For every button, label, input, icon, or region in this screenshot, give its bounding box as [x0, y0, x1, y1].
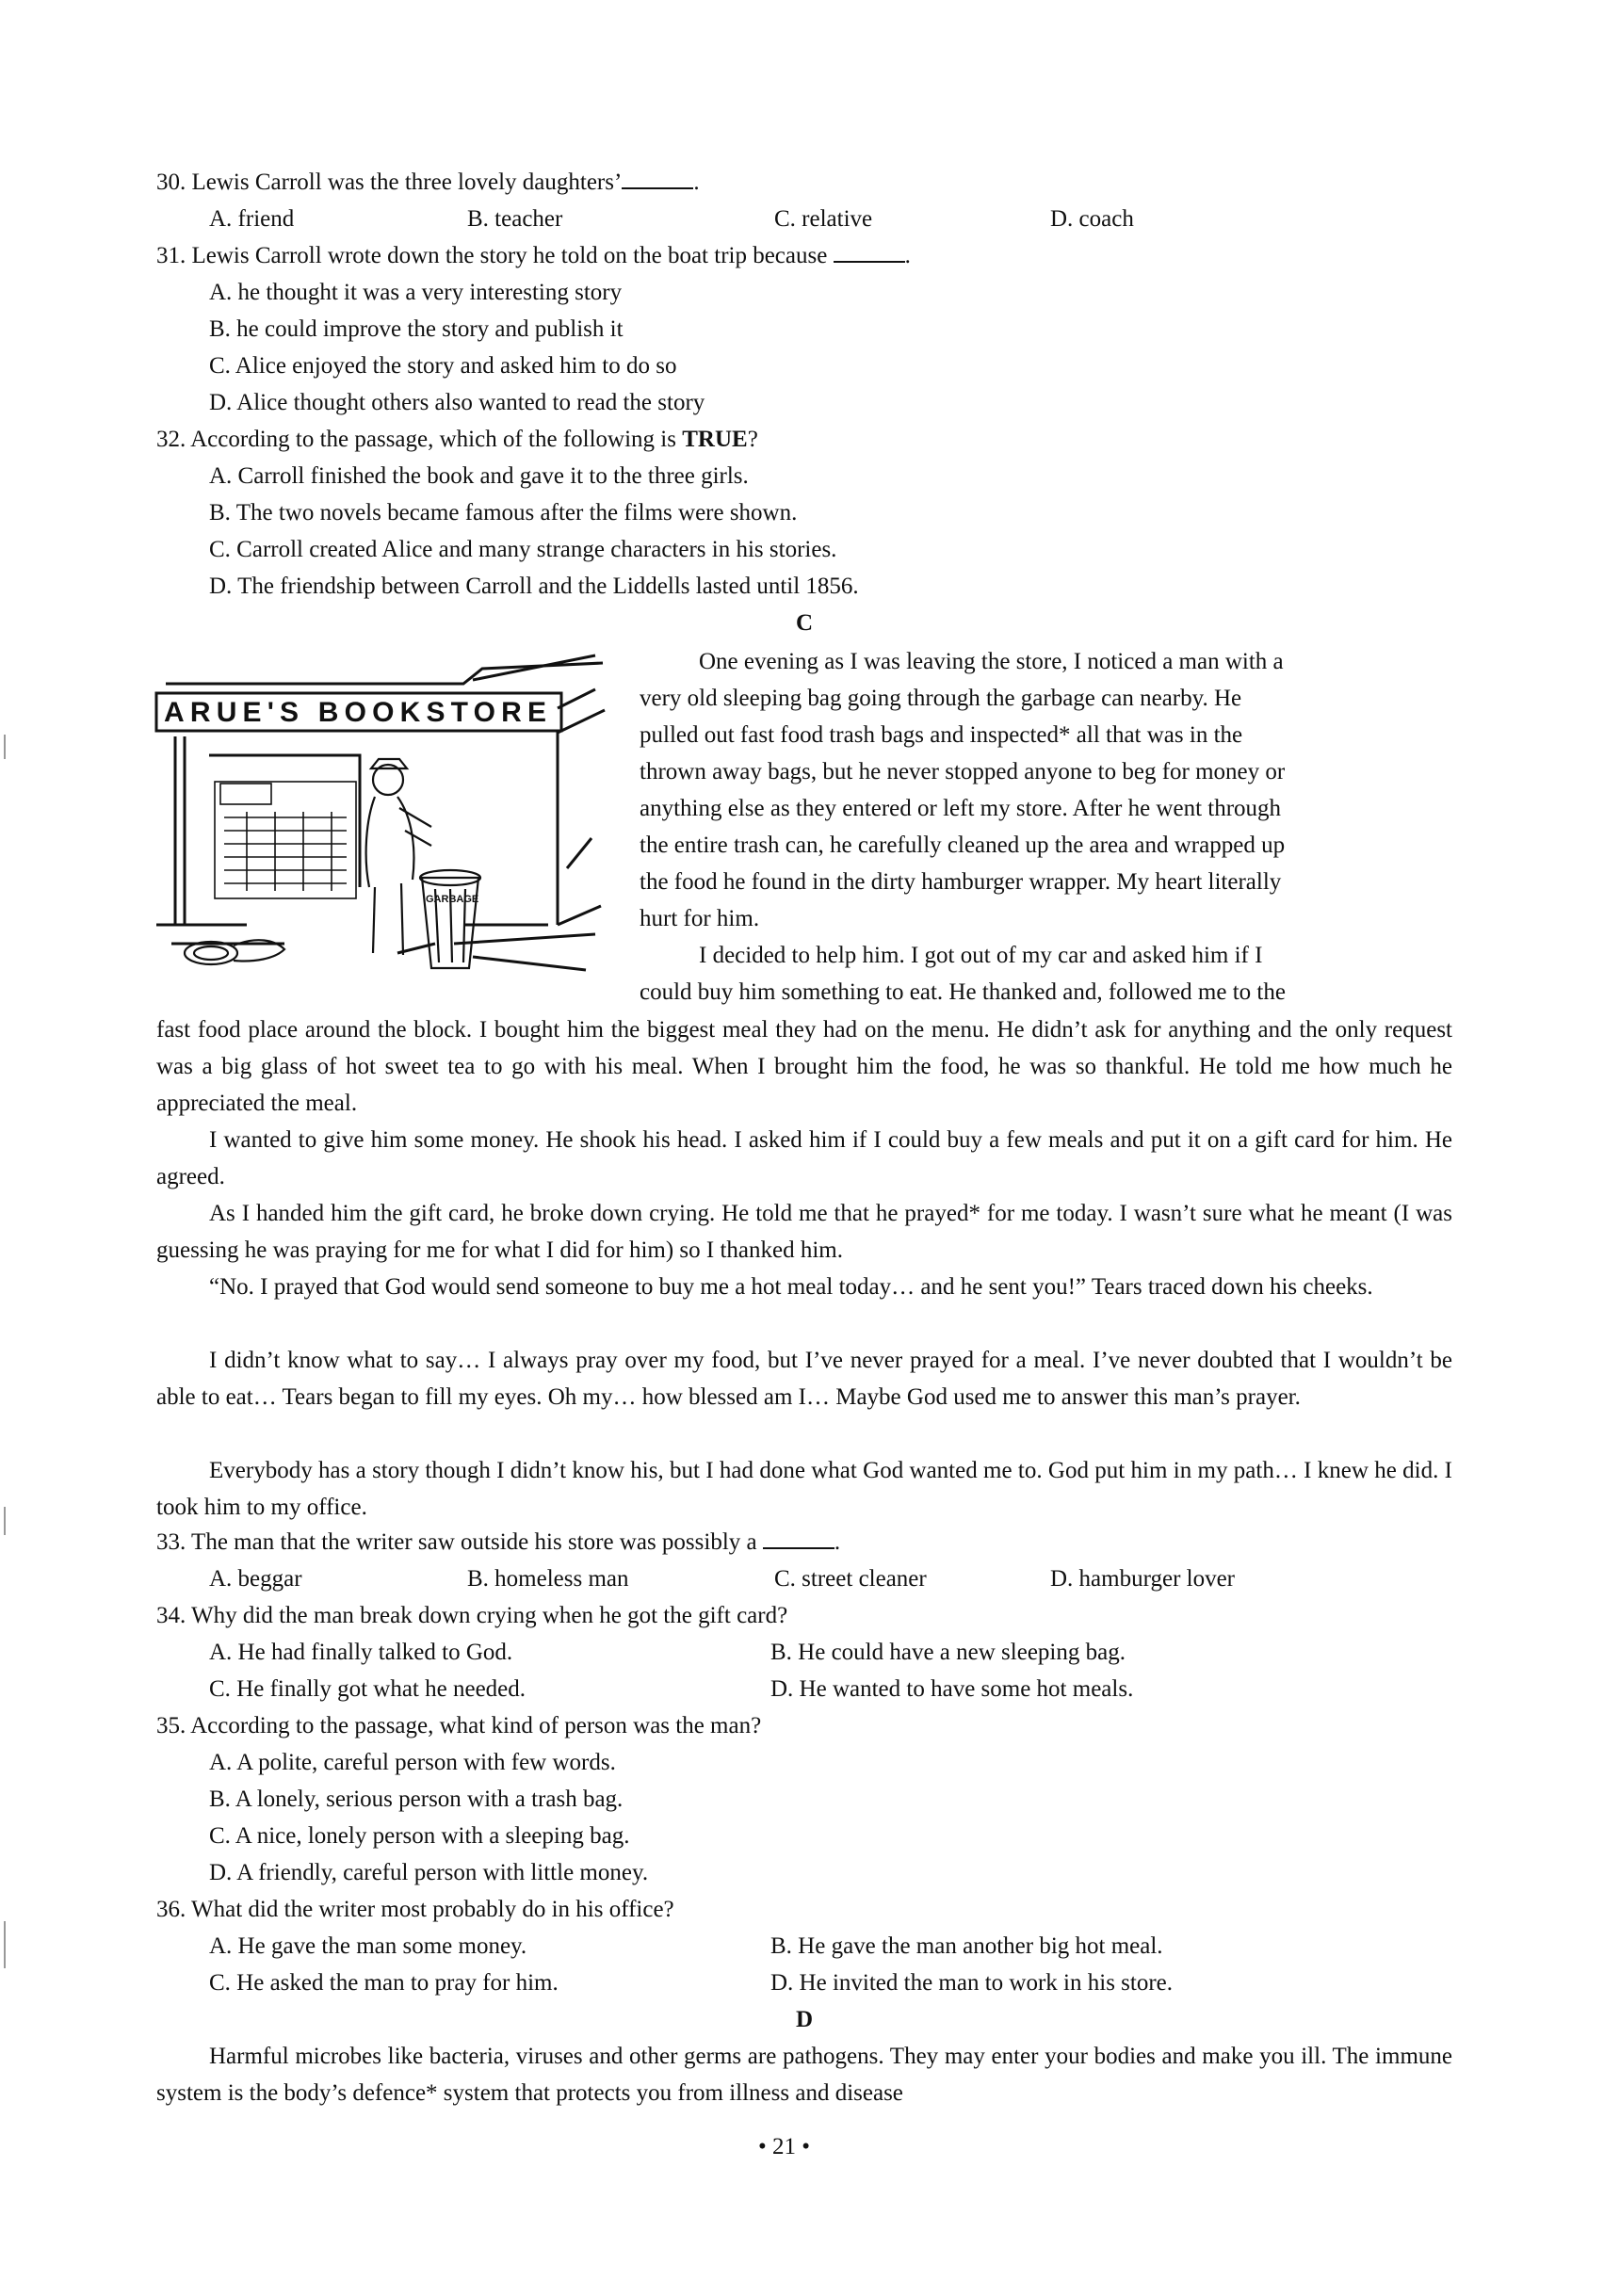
option-b: B. he could improve the story and publish it: [209, 316, 624, 342]
answer-blank: [834, 240, 905, 263]
option-c: C. street cleaner: [774, 1566, 927, 1592]
passage-c-paragraph: I didn’t know what to say… I always pray over my food, but I’ve never prayed for a meal. I’ve never doubted that I wouldn’t be able to eat… Tears began to fill my eyes. Oh my… how blessed am I… Maybe God used me to answer this man’s prayer.: [156, 1348, 1452, 1411]
bookstore-illustration: [153, 642, 614, 978]
option-d: D. The friendship between Carroll and the Liddells lasted until 1856.: [209, 574, 859, 599]
option-a: A. A polite, careful person with few words.: [209, 1750, 616, 1775]
option-a: A. He gave the man some money.: [209, 1933, 527, 1959]
option-d: D. Alice thought others also wanted to read the story: [209, 390, 705, 415]
answer-blank: [622, 167, 693, 189]
passage-c-paragraph: As I handed him the gift card, he broke down crying. He told me that he prayed* for me today. I wasn’t sure what he meant (I was guessing he was praying for me for what I did for him) so I thanked him.: [156, 1201, 1452, 1264]
question-33: 33. The man that the writer saw outside his store was possibly a .: [156, 1526, 840, 1560]
option-c: C. relative: [774, 206, 873, 232]
section-heading-d: D: [796, 2007, 814, 2032]
question-35: 35. According to the passage, what kind of person was the man?: [156, 1713, 762, 1738]
question-stem: 30. Lewis Carroll was the three lovely daughters’: [156, 170, 623, 195]
option-b: B. He gave the man another big hot meal.: [770, 1933, 1163, 1959]
question-36: 36. What did the writer most probably do in his office?: [156, 1897, 674, 1922]
option-c: C. Alice enjoyed the story and asked him to do so: [209, 353, 677, 379]
page-number: • 21 •: [758, 2134, 811, 2159]
option-d: D. hamburger lover: [1050, 1566, 1236, 1592]
bookstore-sign-text: ARUE'S BOOKSTORE: [164, 697, 546, 728]
option-c: C. Carroll created Alice and many strange characters in his stories.: [209, 537, 837, 562]
option-b: B. teacher: [467, 206, 563, 232]
question-stem: 33. The man that the writer saw outside his store was possibly a: [156, 1529, 757, 1555]
passage-c-paragraph: Everybody has a story though I didn’t know his, but I had done what God wanted me to. God put him in my path… I knew he did. I took him to my office.: [156, 1458, 1452, 1521]
option-d: D. He invited the man to work in his store.: [770, 1970, 1174, 1996]
question-stem: 31. Lewis Carroll wrote down the story he told on the boat trip because: [156, 243, 828, 268]
option-a: A. friend: [209, 206, 295, 232]
option-b: B. A lonely, serious person with a trash bag.: [209, 1787, 624, 1812]
option-b: B. homeless man: [467, 1566, 629, 1592]
left-margin-mark: [4, 735, 6, 759]
question-34: 34. Why did the man break down crying when he got the gift card?: [156, 1603, 788, 1628]
option-a: A. he thought it was a very interesting story: [209, 280, 623, 305]
question-32: 32. According to the passage, which of the following is TRUE?: [156, 427, 758, 452]
left-margin-mark: [4, 1507, 6, 1535]
section-heading-c: C: [796, 610, 814, 636]
option-a: A. He had finally talked to God.: [209, 1640, 513, 1665]
passage-c-paragraph: fast food place around the block. I bought him the biggest meal they had on the menu. He didn’t ask for anything and the only request was a big glass of hot sweet tea to go with his meal. When I brought him the food, he was so thankful. He told me how much he appreciated the meal.: [156, 1017, 1452, 1117]
option-d: D. A friendly, careful person with little money.: [209, 1860, 649, 1885]
garbage-can-label: GARBAGE: [426, 894, 479, 905]
passage-c-paragraph: “No. I prayed that God would send someone to buy me a hot meal today… and he sent you!” Tears traced down his cheeks.: [209, 1274, 1373, 1300]
option-c: C. A nice, lonely person with a sleeping bag.: [209, 1823, 630, 1849]
question-30: 30. Lewis Carroll was the three lovely daughters’ .: [156, 166, 700, 200]
option-a: A. beggar: [209, 1566, 302, 1592]
option-d: D. He wanted to have some hot meals.: [770, 1676, 1134, 1702]
passage-c-paragraph: I wanted to give him some money. He shook his head. I asked him if I could buy a few meals and put it on a gift card for him. He agreed.: [156, 1127, 1452, 1190]
answer-blank: [763, 1527, 834, 1549]
option-d: D. coach: [1050, 206, 1134, 232]
option-c: C. He asked the man to pray for him.: [209, 1970, 559, 1996]
question-31: 31. Lewis Carroll wrote down the story he told on the boat trip because .: [156, 239, 911, 273]
option-b: B. The two novels became famous after the films were shown.: [209, 500, 798, 525]
option-a: A. Carroll finished the book and gave it to the three girls.: [209, 463, 749, 489]
left-margin-mark: [4, 1921, 6, 1968]
option-b: B. He could have a new sleeping bag.: [770, 1640, 1126, 1665]
passage-d-paragraph: Harmful microbes like bacteria, viruses and other germs are pathogens. They may enter your bodies and make you ill. The immune system is the body’s defence* system that protects you from illness and disease: [156, 2044, 1452, 2107]
option-c: C. He finally got what he needed.: [209, 1676, 526, 1702]
exam-page: 30. Lewis Carroll was the three lovely daughters’ . A. friend B. teacher C. relative D. coach 31. Lewis Carroll wrote down the story he told on the boat trip because . A. he thought it was a very interesting story B. he could improve the story and publish it C. Alice enjoyed the story and asked him to do so D. Alice thought others also wanted to read the story 32. According to the passage, which of the following is TRUE? A. Carroll finished the book and gave it to the three girls. B. The two novels became famous after the films were shown. C. Carroll created Alice and many strange characters in his stories. D. The friendship between Carroll and the Liddells lasted until 1856. C ARUE'S BOOKSTORE GARBAGE One evening as I was leaving the store, I noticed a man with a very old sleeping bag going through the garbage can nearby. He pulled out fast food trash bags and inspected* all that was in the thrown away bags, but he never stopped anyone to beg for money or anything else as they entered or left my store. After he went through the entire trash can, he carefully cleaned up the area and wrapped up the food he found in the dirty hamburger wrapper. My heart literally hurt for him. I decided to help him. I got out of my car and asked him if I could buy him something to eat. He thanked and, followed me to the fast food place around the block. I bought him the biggest meal they had on the menu. He didn’t ask for anything and the only request was a big glass of hot sweet tea to go with his meal. When I brought him the food, he was so thankful. He told me how much he appreciated the meal. I wanted to give him some money. He shook his head. I asked him if I could buy a few meals and put it on a gift card for him. He agreed. As I handed him the gift card, he broke down crying. He told me that he prayed* for me today. I wasn’t sure what he meant (I was guessing he was praying for me for what I did for him) so I thanked him. “No. I prayed that God would send someone to buy me a hot meal today… and he sent you!” Tears traced down his cheeks. I didn’t know what to say… I always pray over my food, but I’ve never prayed for a meal. I’ve never doubted that I wouldn’t be able to eat… Tears began to fill my eyes. Oh my… how blessed am I… Maybe God used me to answer this man’s prayer. Everybody has a story though I didn’t know his, but I had done what God wanted me to. God put him in my path… I knew he did. I took him to my office. 33. The man that the writer saw outside his store was possibly a . A. beggar B. homeless man C. street cleaner D. hamburger lover 34. Why did the man break down crying when he got the gift card? A. He had finally talked to God. B. He could have a new sleeping bag. C. He finally got what he needed. D. He wanted to have some hot meals. 35. According to the passage, what kind of person was the man? A. A polite, careful person with few words. B. A lonely, serious person with a trash bag. C. A nice, lonely person with a sleeping bag. D. A friendly, careful person with little money. 36. What did the writer most probably do in his office? A. He gave the man some money. B. He gave the man another big hot meal. C. He asked the man to pray for him. D. He invited the man to work in his store. D Harmful microbes like bacteria, viruses and other germs are pathogens. They may enter your bodies and make you ill. The immune system is the body’s defence* system that protects you from illness and disease • 21 •: [0, 0, 1620, 2296]
